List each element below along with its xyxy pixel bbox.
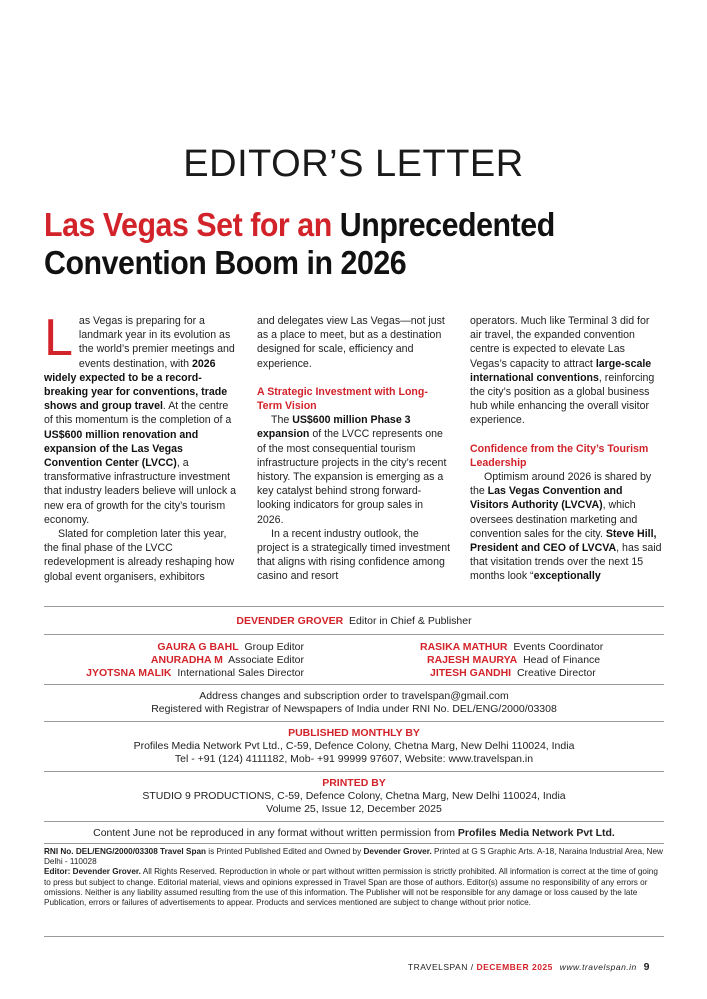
text-run: Printed at G S Graphic Arts. A-18, Naraina Industrial Area, New Delhi - 110028 (44, 847, 663, 867)
masthead-publisher (44, 727, 664, 766)
divider (44, 684, 664, 685)
editor-name: DEVENDER GROVER (236, 615, 344, 627)
bold-run: RNI No. DEL/ENG/2000/03308 Travel Span (44, 847, 206, 856)
page-number: 9 (643, 961, 650, 973)
bold-run: US$600 million Phase 3 expansion (257, 414, 411, 441)
footer-url: www.travelspan.in (559, 962, 637, 972)
staff-role: Creative Director (516, 667, 596, 679)
masthead-address (44, 690, 664, 716)
staff-role: Head of Finance (523, 654, 601, 666)
registration-line: Registered with Registrar of Newspapers of India under RNI No. DEL/ENG/2000/03308 (151, 703, 557, 715)
article-subhead: A Strategic Investment with Long-Term Vision (257, 385, 428, 413)
staff-row (86, 641, 304, 654)
divider (44, 936, 664, 937)
article-subhead: Confidence from the City’s Tourism Leadership (470, 442, 649, 469)
text-run: Optimism around 2026 is shared by the (470, 471, 652, 498)
divider (44, 634, 664, 635)
headline-black-part: Unprecedented Convention Boom in 2026 (44, 206, 555, 281)
publisher-address: Profiles Media Network Pvt Ltd., C-59, Defence Colony, Chetna Marg, New Delhi 110024, India (133, 740, 575, 752)
bold-run: Devender Grover. (363, 847, 432, 856)
article-column-2 (257, 314, 452, 584)
divider (44, 771, 664, 772)
footer-issue: DECEMBER 2025 (476, 962, 553, 972)
bold-run: large-scale international conventions (470, 357, 652, 384)
bold-run: 2026 widely expected to be a record-breaking year for conventions, trade shows and group travel (44, 357, 228, 413)
staff-row (420, 641, 603, 654)
imprint-line (44, 847, 666, 867)
staff-name: GAURA G BAHL (157, 641, 239, 653)
divider (44, 721, 664, 722)
article-column-3 (470, 314, 664, 584)
fine-print (44, 847, 666, 908)
volume-issue: Volume 25, Issue 12, December 2025 (266, 803, 442, 815)
staff-row (420, 667, 603, 680)
disclaimer (44, 867, 666, 908)
staff-name: RASIKA MATHUR (420, 641, 508, 653)
staff-name: JYOTSNA MALIK (86, 667, 172, 679)
article-paragraph (470, 314, 664, 428)
staff-row (86, 654, 304, 667)
masthead-printer (44, 777, 664, 816)
bold-run: Las Vegas Convention and Visitors Authority (LVCVA) (470, 485, 623, 512)
text-run: is Printed Published Edited and Owned by (206, 847, 364, 856)
article-paragraph: Slated for completion later this year, the final phase of the LVCC redevelopment is already reshaping how global event organisers, exhibitors (44, 528, 235, 583)
bold-run: Editor: Devender Grover. (44, 867, 141, 877)
staff-name: RAJESH MAURYA (427, 654, 518, 666)
text-run: The (271, 414, 293, 427)
staff-row (86, 667, 304, 680)
text-run: as Vegas is preparing for a landmark year in its evolution as the world’s premier meetings and events destination, with (78, 315, 235, 370)
divider (44, 606, 664, 607)
text-run: , reinforcing the city’s position as a global business hub while enhancing the overall visitor experience. (470, 371, 655, 427)
masthead-staff-left (86, 641, 304, 680)
bold-run: Profiles Media Network Pvt Ltd. (457, 827, 615, 839)
text-run: of the LVCC represents one of the most consequential tourism infrastructure projects in the city’s recent history. The expansion is emerging as a key catalyst behind strong forward-looking indicators for group sales in 2026. (257, 428, 447, 526)
masthead-editor-line (44, 615, 664, 628)
editor-role: Editor in Chief & Publisher (349, 615, 472, 627)
headline (44, 206, 614, 282)
printer-address: STUDIO 9 PRODUCTIONS, C-59, Defence Colony, Chetna Marg, New Delhi 110024, India (142, 790, 566, 802)
article-paragraph (257, 413, 452, 527)
published-label: PUBLISHED MONTHLY BY (288, 727, 420, 739)
staff-role: Associate Editor (228, 654, 304, 666)
divider (44, 843, 664, 844)
text-run: Content June not be reproduced in any format without written permission from (93, 827, 458, 839)
text-run: All Rights Reserved. Reproduction in whole or part without written permission is strictly prohibited. All information is correct at the time of going to press but subject to change. Editorial material, views and opinions expressed in Travel Span are those of authors. Editor(s) assume no responsibility of any errors or omissions. Neither is any liability assumed resulting from the use of this information. The Publisher will not be responsible for any damage or loss caused by the late Publication, errors or failures of advertisements to appear. Products and services mentioned are subject to change without prior notice. (44, 867, 658, 908)
staff-row (420, 654, 603, 667)
footer-brand: TRAVELSPAN / (407, 962, 474, 972)
article-paragraph: and delegates view Las Vegas—not just as a place to meet, but as a destination designed for scale, efficiency and experience. (257, 315, 445, 370)
headline-red-part: Las Vegas Set for an (44, 206, 332, 243)
staff-role: International Sales Director (177, 667, 304, 679)
text-run: , has said that visitation trends over the next 15 months look “ (470, 542, 662, 583)
printed-label: PRINTED BY (322, 777, 386, 789)
bold-run: Steve Hill, President and CEO of LVCVA (470, 527, 657, 555)
article-paragraph (44, 309, 236, 527)
copyright-line (44, 827, 664, 840)
staff-role: Events Coordinator (513, 641, 604, 653)
bold-run: exceptionally (533, 570, 601, 583)
article-column-1 (44, 309, 236, 584)
text-run: . At the centre of this momentum is the completion of a (44, 400, 232, 427)
text-run: , a transformative infrastructure investment that industry leaders believe will unlock a new era of growth for the city’s tourism economy. (44, 457, 236, 526)
page-footer (408, 961, 650, 973)
divider (44, 821, 664, 822)
staff-role: Group Editor (244, 641, 304, 653)
staff-name: ANURADHA M (150, 654, 223, 666)
article-paragraph (470, 470, 664, 584)
drop-cap: L (44, 309, 73, 367)
staff-name: JITESH GANDHI (430, 667, 512, 679)
bold-run: US$600 million renovation and expansion of the Las Vegas Convention Center (LVCC) (44, 428, 199, 470)
masthead-staff-right (420, 641, 603, 680)
publisher-contact: Tel - +91 (124) 4111182, Mob- +91 99999 97607, Website: www.travelspan.in (174, 753, 534, 765)
article-paragraph: In a recent industry outlook, the project is a strategically timed investment that aligns with rising confidence among casino and resort (257, 527, 451, 583)
address-line: Address changes and subscription order to travelspan@gmail.com (199, 690, 509, 702)
section-title: EDITOR’S LETTER (183, 143, 524, 185)
text-run: , which oversees destination marketing and convention sales for the city. (470, 499, 638, 540)
text-run: operators. Much like Terminal 3 did for air travel, the expanded convention centre is expected to elevate Las Vegas’s capacity to attract (470, 315, 650, 370)
